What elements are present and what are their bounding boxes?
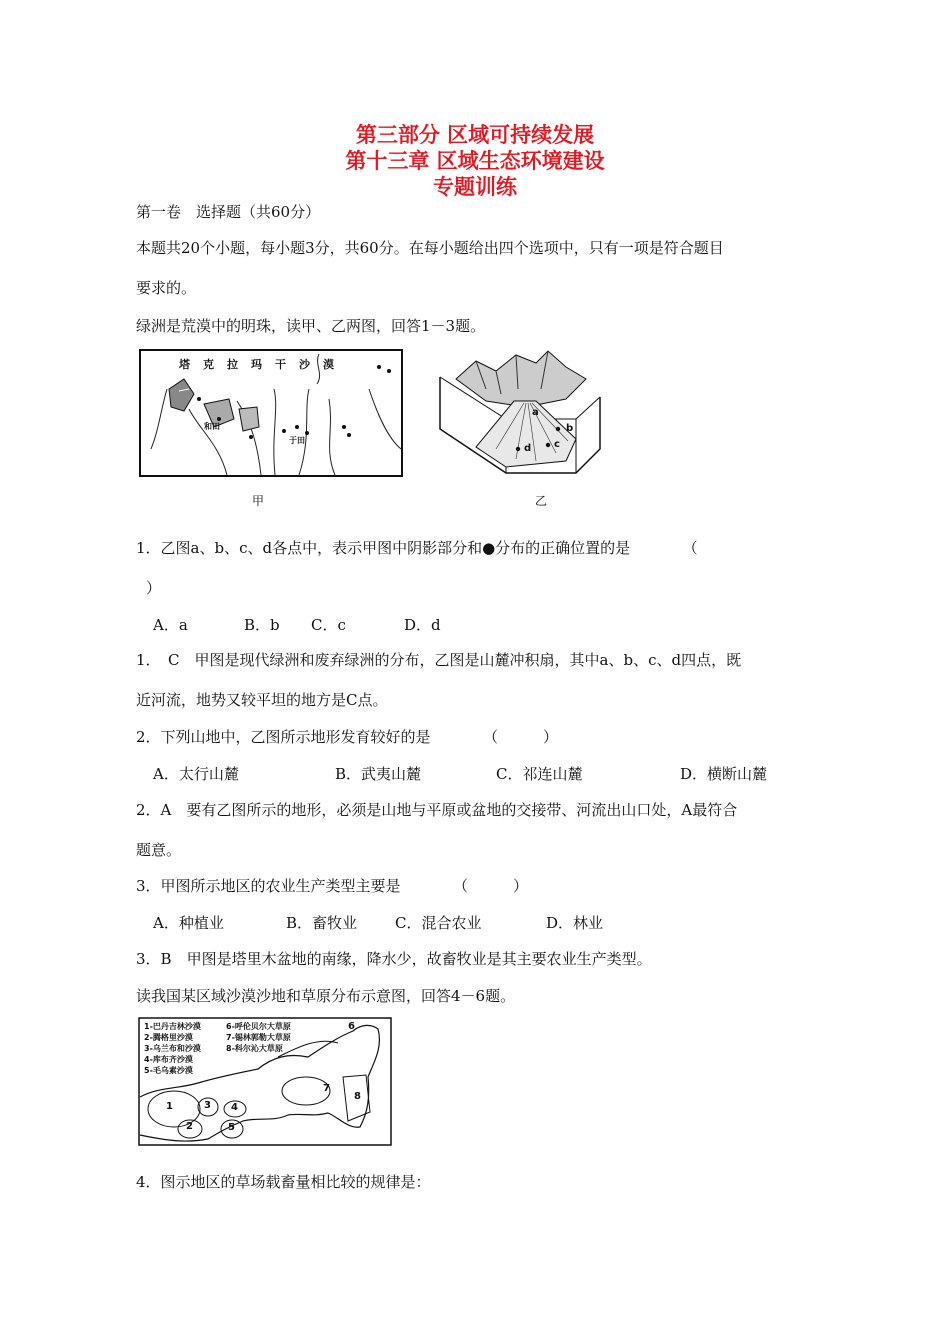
question-3-option-d: D．林业 [546,914,604,932]
answer-3-line-1: 3．B 甲图是塔里木盆地的南缘，降水少，故畜牧业是其主要农业生产类型。 [136,950,652,968]
answer-2-line-2: 题意。 [136,841,182,859]
page-title: 第三部分 区域可持续发展 [355,123,595,147]
question-2-option-b: B．武夷山麓 [335,765,422,783]
subtitle: 专题训练 [433,175,517,199]
point-d-label: d [524,443,532,454]
point-a-label: a [532,407,539,418]
legend-item-7: 7-锡林郭勒大草原 [226,1033,291,1042]
map-number-7: 7 [323,1083,330,1094]
alluvial-fan-graphic [436,349,603,477]
question-1-option-d: D．d [404,616,441,634]
figure-jia-caption: 甲 [252,494,265,508]
figure-yi-diagram [436,349,603,477]
desert-name-label: 塔克拉玛干沙漠 [179,358,347,371]
legend-item-5: 5-毛乌素沙漠 [144,1066,193,1075]
question-1-option-a: A．a [153,616,188,634]
question-2-stem: 2．下列山地中，乙图所示地形发育较好的是 （ ） [136,728,559,746]
desert-grassland-map [138,1017,392,1146]
question-2-option-d: D．横断山麓 [680,765,768,783]
map-number-4: 4 [231,1102,238,1113]
answer-1-line-2: 近河流，地势又较平坦的地方是C点。 [136,691,388,709]
map-number-5: 5 [228,1122,235,1133]
map-number-2: 2 [186,1121,193,1132]
question-1-stem-end: ） [146,579,162,597]
intro-line-1: 本题共20个小题，每小题3分，共60分。在每小题给出四个选项中，只有一项是符合题目 [136,239,724,257]
legend-item-4: 4-库布齐沙漠 [144,1055,193,1064]
point-c-label: c [554,439,560,450]
legend-item-6: 6-呼伦贝尔大草原 [226,1022,291,1031]
map-number-8: 8 [354,1091,361,1102]
legend-item-1: 1-巴丹吉林沙漠 [144,1022,201,1031]
question-1-stem: 1．乙图a、b、c、d各点中，表示甲图中阴影部分和●分布的正确位置的是 （ [136,539,698,557]
section-heading: 第一卷 选择题（共60分） [136,203,321,221]
answer-1-line-1: 1． C 甲图是现代绿洲和废弃绿洲的分布，乙图是山麓冲积扇，其中a、b、c、d四点，既 [136,651,742,669]
question-lead-2: 读我国某区域沙漠沙地和草原分布示意图，回答4－6题。 [136,987,516,1005]
question-1-option-b: B．b [244,616,280,634]
question-3-option-a: A．种植业 [153,914,224,932]
yutian-label: 于田 [289,436,305,445]
question-2-option-c: C．祁连山麓 [496,765,583,783]
hetian-label: 和田 [204,422,220,431]
question-4-stem: 4．图示地区的草场载畜量相比较的规律是： [136,1173,431,1191]
question-3-option-c: C．混合农业 [395,914,482,932]
intro-line-2: 要求的。 [136,279,197,297]
figure-jia-map [139,349,403,477]
legend-item-3: 3-乌兰布和沙漠 [144,1044,201,1053]
question-lead-1: 绿洲是荒漠中的明珠，读甲、乙两图，回答1－3题。 [136,317,486,335]
point-b-label: b [566,423,574,434]
question-3-option-b: B．畜牧业 [286,914,358,932]
question-2-option-a: A．太行山麓 [153,765,239,783]
chapter-title: 第十三章 区域生态环境建设 [345,149,605,173]
figure-yi-caption: 乙 [535,494,548,508]
map-number-6: 6 [348,1021,355,1032]
question-1-option-c: C．c [311,616,346,634]
legend-item-8: 8-科尔沁大草原 [226,1044,283,1053]
map-number-3: 3 [204,1100,211,1111]
legend-item-2: 2-腾格里沙漠 [144,1033,193,1042]
question-3-stem: 3．甲图所示地区的农业生产类型主要是 （ ） [136,877,529,895]
answer-2-line-1: 2．A 要有乙图所示的地形，必须是山地与平原或盆地的交接带、河流出山口处，A最符合 [136,801,738,819]
map-number-1: 1 [166,1101,173,1112]
